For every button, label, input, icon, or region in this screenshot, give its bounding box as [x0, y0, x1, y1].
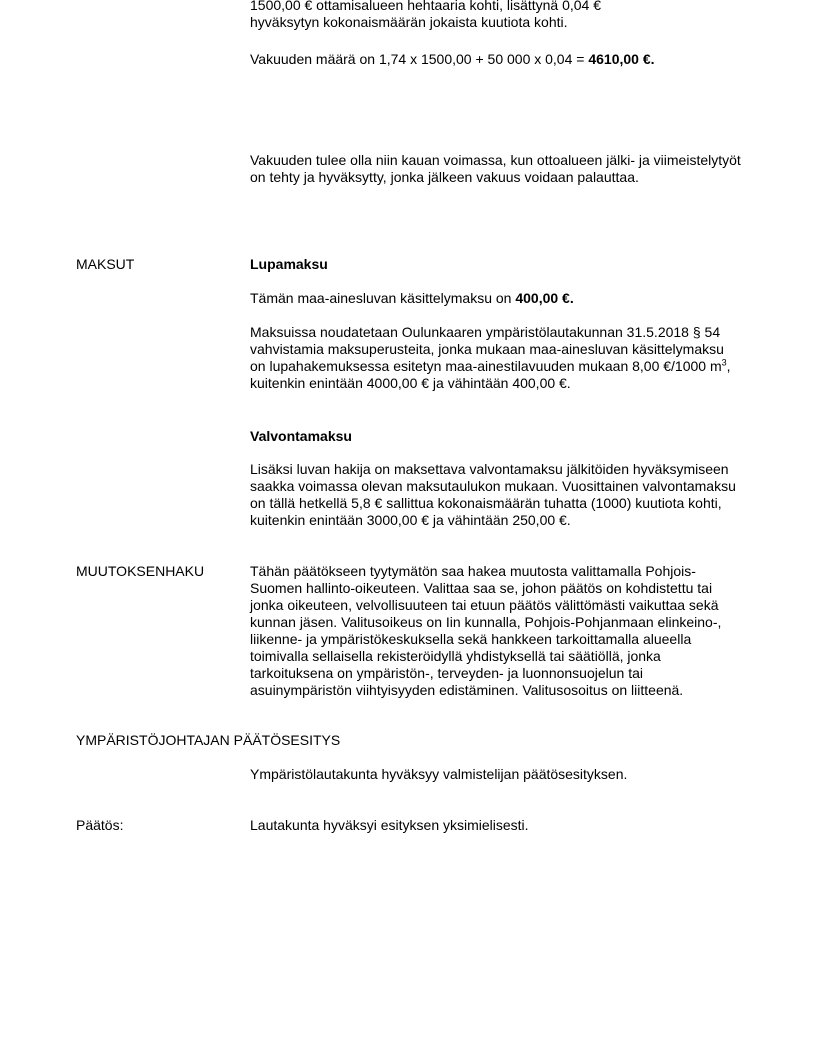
paatosesitys-paragraph: Ympäristölautakunta hyväksyy valmistelijan päätösesityksen.: [250, 766, 628, 782]
lupamaksu-fee-text: Tämän maa-ainesluvan käsittelymaksu on: [250, 290, 516, 306]
muutoksenhaku-paragraph: Tähän päätökseen tyytymätön saa hakea muutosta valittamalla Pohjois-Suomen hallinto-oikeuteen. Valittaa saa se, johon päätös on kohdistettu tai jonka oikeuteen, velvollisuuteen tai etuun päätös välittömästi vaikuttaa sekä kunnan jäsen. Valitusoikeus on Iin kunnalla, Pohjois-Pohjanmaan elinkeino-, liikenne- ja ympäristökeskuksella sekä hankkeen tarkoittamalla alueella toimivalla sellaisella rekisteröidyllä yhdistyksellä tai säätiöllä, jonka tarkoituksena on ympäristön-, terveyden- ja luonnonsuojelun tai asuinympäristön viihtyisyyden edistäminen. Valitusosoitus on liitteenä.: [250, 563, 722, 698]
lupamaksu-fee: [250, 290, 742, 307]
maksut-label: MAKSUT: [76, 256, 135, 272]
valvontamaksu-text: [250, 461, 742, 529]
vakuus-calc-result: 4610,00 €.: [588, 51, 655, 67]
vakuus-calc-text: Vakuuden määrä on 1,74 x 1500,00 + 50 000 x 0,04 =: [250, 51, 589, 67]
lupamaksu-basis-a: Maksuissa noudatetaan Oulunkaaren ympäristölautakunnan 31.5.2018 § 54 vahvistamia maksuperusteita, jonka mukaan maa-ainesluvan käsittelymaksu on lupahakemuksessa esitetyn maa-ainestilavuuden mukaan 8,00 €/1000 m: [250, 324, 724, 374]
muutoksenhaku-text: [250, 563, 742, 699]
vakuus-rate-line1: 1500,00 € ottamisalueen hehtaaria kohti, lisättynä 0,04 €: [250, 0, 602, 13]
valvontamaksu-paragraph: Lisäksi luvan hakija on maksettava valvontamaksu jälkitöiden hyväksymiseen saakka voimassa olevan maksutaulukon mukaan. Vuosittainen valvontamaksu on tällä hetkellä 5,8 € sallittua kokonaismäärän tuhatta (1000) kuutiota kohti, kuitenkin enintään 3000,00 € ja vähintään 250,00 €.: [250, 461, 736, 528]
vakuus-validity-paragraph: Vakuuden tulee olla niin kauan voimassa, kun ottoalueen jälki- ja viimeistelytyöt on tehty ja hyväksytty, jonka jälkeen vakuus voidaan palauttaa.: [250, 152, 741, 185]
lupamaksu-basis-b: , kuitenkin enintään 4000,00 € ja vähintään 400,00 €.: [250, 358, 731, 391]
vakuus-validity-text: [250, 152, 742, 186]
lupamaksu-basis: [250, 324, 742, 392]
lupamaksu-fee-value: 400,00 €.: [515, 290, 574, 306]
lupamaksu-basis-sup: 3: [721, 357, 727, 368]
valvontamaksu-heading: [250, 428, 742, 445]
vakuus-calculation: [250, 51, 742, 68]
vakuus-rate-line2: hyväksytyn kokonaismäärän jokaista kuutiota kohti.: [250, 14, 568, 30]
paatosesitys-label: YMPÄRISTÖJOHTAJAN PÄÄTÖSESITYS: [76, 732, 341, 748]
paatos-label: Päätös:: [76, 817, 124, 833]
vakuus-rate-text: [250, 0, 742, 31]
paatos-text: [250, 817, 742, 834]
valvontamaksu-heading-text: Valvontamaksu: [250, 428, 352, 444]
muutoksenhaku-label: MUUTOKSENHAKU: [76, 563, 205, 579]
paatosesitys-text: [250, 766, 742, 783]
lupamaksu-heading-text: Lupamaksu: [250, 256, 328, 272]
paatos-paragraph: Lautakunta hyväksyi esityksen yksimielisesti.: [250, 817, 529, 833]
lupamaksu-heading: [250, 256, 742, 273]
